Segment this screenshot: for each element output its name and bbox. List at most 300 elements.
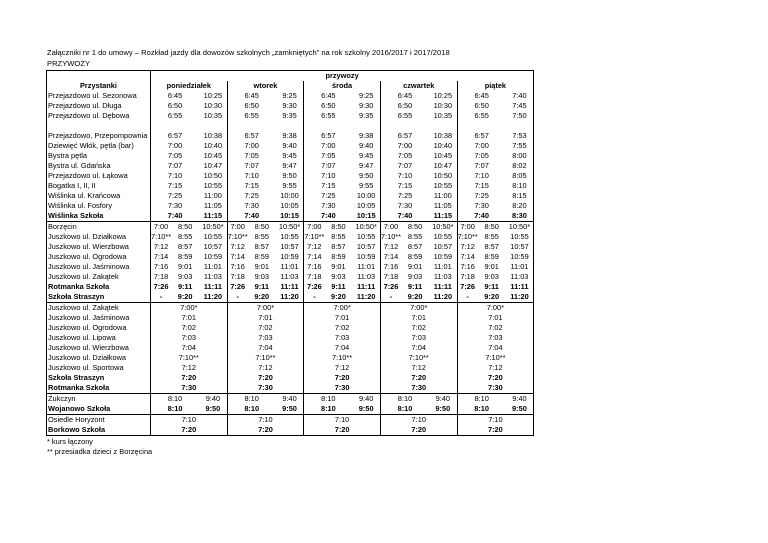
time-cell: 10:40 bbox=[199, 141, 227, 151]
table-row bbox=[47, 171, 534, 181]
stop-name: Wiślinka ul. Fosfory bbox=[47, 201, 151, 211]
time-cell: 8:10 bbox=[244, 394, 259, 403]
table-row bbox=[47, 222, 534, 233]
stop-name: Bystra ul. Gdańska bbox=[47, 161, 151, 171]
time-cell: 7:00 bbox=[244, 141, 259, 150]
time-cell: 9:20 bbox=[401, 292, 429, 303]
stop-name: Dziewięć Włók, pętla (bar) bbox=[47, 141, 151, 151]
time-cell: 11:01 bbox=[352, 262, 380, 272]
time-cell: 10:55 bbox=[352, 232, 380, 242]
time-cell: 10:30 bbox=[199, 101, 227, 111]
time-cell: 7:50 bbox=[506, 111, 534, 121]
time-cell: 7:12 bbox=[383, 242, 399, 251]
time-cell: 7:05 bbox=[244, 151, 259, 160]
stop-name: Osiedle Horyzont bbox=[47, 415, 151, 426]
time-cell: 8:10 bbox=[474, 394, 489, 403]
time-cell: 7:05 bbox=[167, 151, 183, 160]
time-cell: 6:55 bbox=[397, 111, 413, 120]
stop-name: Wojanowo Szkoła bbox=[47, 404, 151, 415]
table-row bbox=[47, 282, 534, 292]
time-cell: 10:15 bbox=[352, 211, 380, 222]
time-cell: 7:25 bbox=[321, 191, 336, 200]
stop-name: Juszkowo ul. Wierzbowa bbox=[47, 343, 151, 353]
time-cell: 7:00 bbox=[397, 141, 413, 150]
day-header: czwartek bbox=[380, 81, 457, 91]
time-cell: 7:26 bbox=[230, 282, 246, 291]
time-cell: 11:11 bbox=[506, 282, 534, 292]
table-row bbox=[47, 141, 534, 151]
time-cell: 11:20 bbox=[276, 292, 304, 303]
time-cell: 7:18 bbox=[307, 272, 322, 281]
time-cell: 7:55 bbox=[506, 141, 534, 151]
time-cell: 6:50 bbox=[321, 101, 336, 110]
time-cell: 7:12 bbox=[227, 363, 304, 373]
timetable bbox=[46, 70, 534, 436]
stop-name: Żukczyn bbox=[47, 394, 151, 405]
table-row bbox=[47, 71, 534, 82]
header-group: przywozy bbox=[151, 71, 534, 82]
time-cell: 8:57 bbox=[254, 242, 269, 251]
time-cell: 7:00 bbox=[321, 141, 336, 150]
time-cell: 10:05 bbox=[352, 201, 380, 211]
time-cell: 11:05 bbox=[429, 201, 457, 211]
time-cell: 7:53 bbox=[506, 131, 534, 141]
time-cell: 8:50 bbox=[331, 222, 346, 231]
time-cell: 10:59 bbox=[429, 252, 457, 262]
time-cell: 7:00* bbox=[457, 303, 534, 314]
table-row bbox=[47, 292, 534, 303]
stop-name: Bystra pętla bbox=[47, 151, 151, 161]
table-row bbox=[47, 91, 534, 101]
time-cell: 7:16 bbox=[307, 262, 322, 271]
time-cell: 8:00 bbox=[506, 151, 534, 161]
time-cell: 7:20 bbox=[151, 425, 228, 436]
stop-name: Juszkowo ul. Jaśminowa bbox=[47, 313, 151, 323]
note: * kurs łączony bbox=[47, 437, 94, 446]
time-cell: 7:04 bbox=[457, 343, 534, 353]
time-cell: 7:25 bbox=[244, 191, 259, 200]
time-cell: 6:50 bbox=[244, 101, 259, 110]
table-row bbox=[47, 425, 534, 436]
time-cell: 8:50 bbox=[177, 222, 193, 231]
time-cell: 7:25 bbox=[474, 191, 489, 200]
table-row bbox=[47, 211, 534, 222]
time-cell: 6:57 bbox=[167, 131, 183, 140]
time-cell: 7:03 bbox=[380, 333, 457, 343]
time-cell: 9:40 bbox=[199, 394, 227, 405]
stop-name: Juszkowo ul. Wierzbowa bbox=[47, 242, 151, 252]
time-cell: 7:07 bbox=[167, 161, 183, 170]
time-cell: 7:10** bbox=[457, 353, 534, 363]
time-cell: 9:35 bbox=[352, 111, 380, 121]
time-cell: 7:10 bbox=[474, 171, 489, 180]
time-cell: 8:10 bbox=[321, 394, 336, 403]
table-row bbox=[47, 191, 534, 201]
time-cell: 10:40 bbox=[429, 141, 457, 151]
time-cell: 9:03 bbox=[484, 272, 499, 281]
stop-name: Rotmanka Szkoła bbox=[47, 383, 151, 394]
time-cell: 11:00 bbox=[199, 191, 227, 201]
time-cell: 9:11 bbox=[407, 282, 423, 291]
time-cell: 7:30 bbox=[397, 201, 413, 210]
time-cell: 7:30 bbox=[321, 201, 336, 210]
time-cell: 7:16 bbox=[460, 262, 475, 271]
time-cell: 7:00 bbox=[230, 222, 245, 231]
time-cell: 10:05 bbox=[276, 201, 304, 211]
time-cell: 10:55 bbox=[429, 232, 457, 242]
time-cell: 7:00 bbox=[460, 222, 475, 231]
time-cell: 10:00 bbox=[276, 191, 304, 201]
time-cell: 10:57 bbox=[429, 242, 457, 252]
time-cell: 9:38 bbox=[352, 131, 380, 141]
time-cell: 8:02 bbox=[506, 161, 534, 171]
stop-name: Borkowo Szkoła bbox=[47, 425, 151, 436]
time-cell: 7:12 bbox=[457, 363, 534, 373]
stations-header: Przystanki bbox=[47, 81, 151, 91]
time-cell: - bbox=[227, 292, 248, 303]
time-cell: 7:20 bbox=[380, 425, 457, 436]
time-cell: 10:55 bbox=[199, 181, 227, 191]
time-cell: 7:03 bbox=[151, 333, 228, 343]
table-row bbox=[47, 111, 534, 121]
time-cell: 11:20 bbox=[506, 292, 534, 303]
time-cell: 9:45 bbox=[352, 151, 380, 161]
time-cell: 8:50 bbox=[254, 222, 269, 231]
time-cell: 9:11 bbox=[331, 282, 346, 291]
time-cell: 11:15 bbox=[429, 211, 457, 222]
time-cell: 10:45 bbox=[199, 151, 227, 161]
time-cell: 7:30 bbox=[380, 383, 457, 394]
time-cell: 6:57 bbox=[244, 131, 259, 140]
stop-name: Przejazdowo ul. Łąkowa bbox=[47, 171, 151, 181]
time-cell: 7:00 bbox=[474, 141, 489, 150]
time-cell: 7:12 bbox=[307, 242, 322, 251]
stop-name: Szkoła Straszyn bbox=[47, 292, 151, 303]
table-row bbox=[47, 181, 534, 191]
time-cell: 9:11 bbox=[177, 282, 193, 291]
time-cell: 7:07 bbox=[321, 161, 336, 170]
time-cell: 9:50 bbox=[352, 171, 380, 181]
time-cell: 8:15 bbox=[506, 191, 534, 201]
time-cell: 10:50 bbox=[199, 171, 227, 181]
time-cell: 7:30 bbox=[244, 201, 259, 210]
time-cell: 7:30 bbox=[457, 383, 534, 394]
time-cell: 7:10** bbox=[304, 232, 325, 241]
time-cell: 10:57 bbox=[352, 242, 380, 252]
table-row bbox=[47, 373, 534, 383]
time-cell: 8:10 bbox=[304, 404, 353, 415]
time-cell: 10:57 bbox=[199, 242, 227, 252]
table-row bbox=[47, 101, 534, 111]
stop-name bbox=[47, 121, 151, 131]
time-cell: 9:03 bbox=[407, 272, 423, 281]
stop-name: Borzęcin bbox=[47, 222, 151, 233]
time-cell: 7:12 bbox=[151, 363, 228, 373]
time-cell: 7:20 bbox=[457, 425, 534, 436]
stop-name: Juszkowo ul. Sportowa bbox=[47, 363, 151, 373]
time-cell: 7:12 bbox=[153, 242, 169, 251]
time-cell: 6:45 bbox=[167, 91, 183, 100]
time-cell: 8:50 bbox=[407, 222, 423, 231]
time-cell: 11:01 bbox=[199, 262, 227, 272]
table-row bbox=[47, 242, 534, 252]
time-cell: 7:00* bbox=[380, 303, 457, 314]
time-cell: 9:50 bbox=[429, 404, 457, 415]
note: ** przesiadka dzieci z Borzęcina bbox=[47, 447, 153, 456]
time-cell: 7:18 bbox=[153, 272, 169, 281]
time-cell: 7:02 bbox=[151, 323, 228, 333]
time-cell: 7:14 bbox=[383, 252, 399, 261]
time-cell: 8:10 bbox=[167, 394, 183, 403]
time-cell: 8:57 bbox=[331, 242, 346, 251]
time-cell: - bbox=[380, 292, 401, 303]
time-cell: 6:50 bbox=[167, 101, 183, 110]
time-cell: 7:18 bbox=[383, 272, 399, 281]
time-cell: 8:10 bbox=[380, 404, 429, 415]
time-cell: 8:55 bbox=[177, 232, 193, 241]
table-row bbox=[47, 343, 534, 353]
time-cell: 7:10 bbox=[321, 171, 336, 180]
time-cell: 7:03 bbox=[227, 333, 304, 343]
time-cell: 10:57 bbox=[506, 242, 534, 252]
time-cell: 10:25 bbox=[199, 91, 227, 101]
time-cell: 9:25 bbox=[352, 91, 380, 101]
time-cell: 8:05 bbox=[506, 171, 534, 181]
time-cell: 7:05 bbox=[474, 151, 489, 160]
time-cell: 9:55 bbox=[352, 181, 380, 191]
time-cell: 9:30 bbox=[352, 101, 380, 111]
table-row bbox=[47, 131, 534, 141]
time-cell: 7:16 bbox=[383, 262, 399, 271]
time-cell: 7:30 bbox=[227, 383, 304, 394]
time-cell: 10:35 bbox=[199, 111, 227, 121]
time-cell: 7:40 bbox=[380, 211, 429, 222]
time-cell: 7:30 bbox=[304, 383, 381, 394]
time-cell: 10:50* bbox=[429, 222, 457, 233]
time-cell: 9:40 bbox=[352, 141, 380, 151]
time-cell: 7:40 bbox=[227, 211, 276, 222]
time-cell: 8:59 bbox=[254, 252, 269, 261]
time-cell: 9:50 bbox=[199, 404, 227, 415]
time-cell: 9:25 bbox=[276, 91, 304, 101]
table-row bbox=[47, 383, 534, 394]
time-cell: 7:16 bbox=[230, 262, 245, 271]
time-cell: 11:01 bbox=[506, 262, 534, 272]
stop-name: Juszkowo ul. Działkowa bbox=[47, 232, 151, 242]
stop-name: Wiślinka Szkoła bbox=[47, 211, 151, 222]
time-cell: 7:10 bbox=[151, 415, 228, 426]
stop-name: Juszkowo ul. Działkowa bbox=[47, 353, 151, 363]
time-cell: 11:20 bbox=[429, 292, 457, 303]
table-row bbox=[47, 262, 534, 272]
time-cell: 7:10 bbox=[244, 171, 259, 180]
stop-name: Juszkowo ul. Ogrodowa bbox=[47, 252, 151, 262]
time-cell: 6:57 bbox=[397, 131, 413, 140]
time-cell: 9:01 bbox=[331, 262, 346, 271]
time-cell: 9:30 bbox=[276, 101, 304, 111]
time-cell: 10:55 bbox=[429, 181, 457, 191]
time-cell: - bbox=[457, 292, 478, 303]
time-cell: 7:12 bbox=[304, 363, 381, 373]
time-cell: 6:55 bbox=[474, 111, 489, 120]
time-cell: 11:03 bbox=[352, 272, 380, 282]
time-cell: 9:50 bbox=[352, 404, 380, 415]
time-cell: 10:55 bbox=[276, 232, 304, 242]
time-cell: 7:15 bbox=[321, 181, 336, 190]
time-cell: 7:01 bbox=[457, 313, 534, 323]
time-cell: 11:03 bbox=[429, 272, 457, 282]
time-cell: 7:10 bbox=[227, 415, 304, 426]
time-cell: 8:55 bbox=[254, 232, 269, 241]
time-cell: 7:25 bbox=[167, 191, 183, 200]
time-cell: 8:10 bbox=[397, 394, 413, 403]
time-cell: 7:18 bbox=[460, 272, 475, 281]
time-cell: 7:00 bbox=[383, 222, 399, 231]
time-cell: 10:47 bbox=[429, 161, 457, 171]
time-cell: 7:12 bbox=[380, 363, 457, 373]
time-cell: 10:38 bbox=[199, 131, 227, 141]
time-cell: 7:40 bbox=[304, 211, 353, 222]
time-cell: 10:55 bbox=[506, 232, 534, 242]
time-cell: 8:10 bbox=[151, 404, 200, 415]
time-cell: 11:20 bbox=[199, 292, 227, 303]
time-cell: - bbox=[151, 292, 172, 303]
time-cell: 7:12 bbox=[460, 242, 475, 251]
stop-name: Juszkowo ul. Jaśminowa bbox=[47, 262, 151, 272]
stop-name: Rotmanka Szkoła bbox=[47, 282, 151, 292]
time-cell: 10:47 bbox=[199, 161, 227, 171]
time-cell: 7:01 bbox=[380, 313, 457, 323]
time-cell: 11:03 bbox=[276, 272, 304, 282]
table-row bbox=[47, 394, 534, 405]
time-cell: 7:14 bbox=[230, 252, 245, 261]
time-cell: 9:50 bbox=[276, 404, 304, 415]
time-cell: 7:00 bbox=[153, 222, 169, 231]
time-cell: 9:38 bbox=[276, 131, 304, 141]
day-header: piątek bbox=[457, 81, 534, 91]
time-cell: 10:38 bbox=[429, 131, 457, 141]
table-row bbox=[47, 303, 534, 314]
time-cell: 7:20 bbox=[227, 373, 304, 383]
time-cell: 7:40 bbox=[457, 211, 506, 222]
time-cell: 8:59 bbox=[407, 252, 423, 261]
time-cell: 9:50 bbox=[506, 404, 534, 415]
stop-name: Bogatka I, II, II bbox=[47, 181, 151, 191]
time-cell: 8:57 bbox=[484, 242, 499, 251]
stop-name: Juszkowo ul. Lipowa bbox=[47, 333, 151, 343]
time-cell: 11:05 bbox=[199, 201, 227, 211]
time-cell: 11:20 bbox=[352, 292, 380, 303]
time-cell: 7:05 bbox=[321, 151, 336, 160]
time-cell: 7:07 bbox=[244, 161, 259, 170]
time-cell: 7:14 bbox=[460, 252, 475, 261]
time-cell: 9:20 bbox=[248, 292, 276, 303]
time-cell: 10:59 bbox=[506, 252, 534, 262]
time-cell: 8:55 bbox=[407, 232, 423, 241]
table-row bbox=[47, 333, 534, 343]
time-cell: 7:02 bbox=[457, 323, 534, 333]
time-cell: 7:20 bbox=[304, 373, 381, 383]
document-subtitle: PRZYWOZY bbox=[47, 59, 91, 68]
time-cell: 8:59 bbox=[177, 252, 193, 261]
time-cell: 7:07 bbox=[474, 161, 489, 170]
time-cell: 11:11 bbox=[276, 282, 304, 292]
time-cell: 7:18 bbox=[230, 272, 245, 281]
time-cell: 7:20 bbox=[304, 425, 381, 436]
time-cell: 8:50 bbox=[484, 222, 499, 231]
time-cell: 7:20 bbox=[227, 425, 304, 436]
time-cell: 6:55 bbox=[167, 111, 183, 120]
time-cell: 8:10 bbox=[457, 404, 506, 415]
time-cell: 7:14 bbox=[153, 252, 169, 261]
time-cell: 7:00* bbox=[227, 303, 304, 314]
time-cell: 8:59 bbox=[331, 252, 346, 261]
time-cell: 10:50* bbox=[506, 222, 534, 233]
time-cell: 10:57 bbox=[276, 242, 304, 252]
time-cell: 6:57 bbox=[474, 131, 489, 140]
time-cell: 7:02 bbox=[304, 323, 381, 333]
time-cell: 7:26 bbox=[383, 282, 399, 291]
time-cell: 7:10** bbox=[304, 353, 381, 363]
stop-name: Wiślinka ul. Krańcowa bbox=[47, 191, 151, 201]
time-cell: 7:45 bbox=[506, 101, 534, 111]
time-cell: 9:01 bbox=[254, 262, 269, 271]
time-cell: 6:45 bbox=[474, 91, 489, 100]
time-cell: 7:14 bbox=[307, 252, 322, 261]
table-row bbox=[47, 404, 534, 415]
time-cell: 7:00* bbox=[151, 303, 228, 314]
time-cell: 6:45 bbox=[397, 91, 413, 100]
day-header: środa bbox=[304, 81, 381, 91]
time-cell: 7:10** bbox=[151, 353, 228, 363]
time-cell: 9:47 bbox=[352, 161, 380, 171]
stop-name: Przejazdowo ul. Dębowa bbox=[47, 111, 151, 121]
time-cell: 8:57 bbox=[407, 242, 423, 251]
time-cell: 7:10 bbox=[167, 171, 183, 180]
time-cell: 8:57 bbox=[177, 242, 193, 251]
time-cell bbox=[227, 121, 304, 131]
time-cell: 7:03 bbox=[457, 333, 534, 343]
table-row bbox=[47, 121, 534, 131]
time-cell: 11:15 bbox=[199, 211, 227, 222]
time-cell: 10:50* bbox=[276, 222, 304, 233]
time-cell: 10:59 bbox=[199, 252, 227, 262]
table-row bbox=[47, 151, 534, 161]
time-cell: 9:40 bbox=[429, 394, 457, 405]
time-cell: 9:20 bbox=[324, 292, 352, 303]
time-cell: 6:45 bbox=[244, 91, 259, 100]
time-cell: 8:59 bbox=[484, 252, 499, 261]
time-cell: 7:04 bbox=[151, 343, 228, 353]
time-cell: 11:01 bbox=[429, 262, 457, 272]
time-cell: 10:30 bbox=[429, 101, 457, 111]
time-cell: 11:01 bbox=[276, 262, 304, 272]
table-row bbox=[47, 161, 534, 171]
time-cell: 9:11 bbox=[254, 282, 269, 291]
time-cell: 7:10** bbox=[151, 232, 172, 241]
stop-name: Szkoła Straszyn bbox=[47, 373, 151, 383]
time-cell: 9:55 bbox=[276, 181, 304, 191]
time-cell: 7:40 bbox=[506, 91, 534, 101]
time-cell: 7:10 bbox=[380, 415, 457, 426]
time-cell: 10:35 bbox=[429, 111, 457, 121]
time-cell: 9:03 bbox=[177, 272, 193, 281]
time-cell: 7:20 bbox=[151, 373, 228, 383]
time-cell: 7:05 bbox=[397, 151, 413, 160]
stop-name: Przejazdowo, Przepompownia bbox=[47, 131, 151, 141]
time-cell: 7:00* bbox=[304, 303, 381, 314]
time-cell: 6:57 bbox=[321, 131, 336, 140]
